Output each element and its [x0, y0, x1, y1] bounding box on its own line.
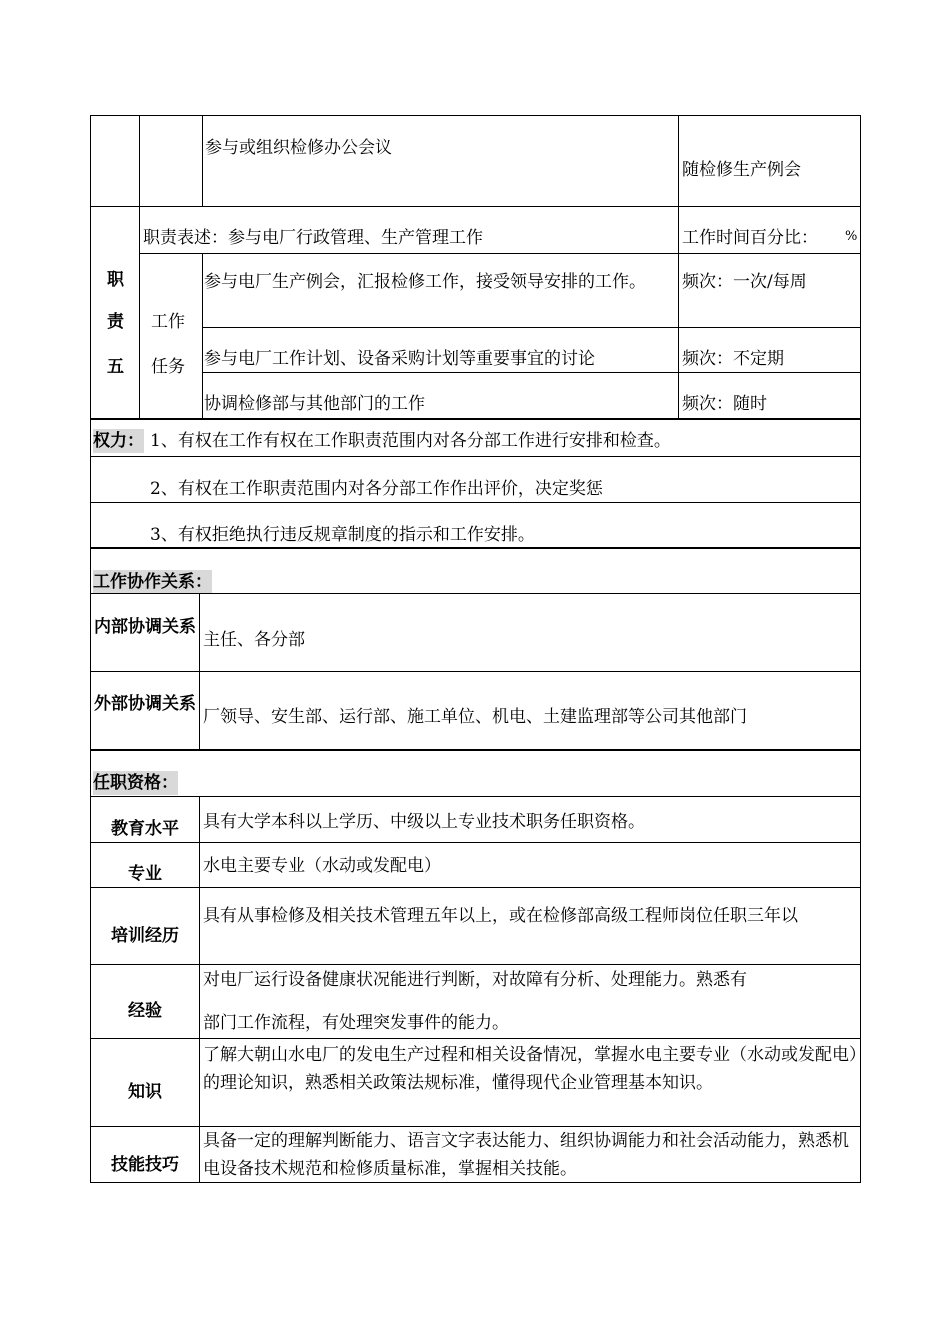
training-label: 培训经历 — [111, 926, 179, 946]
education-label: 教育水平 — [111, 819, 179, 839]
task-2-text: 参与电厂工作计划、设备采购计划等重要事宜的讨论 — [204, 349, 595, 369]
job-description-table — [90, 115, 861, 1183]
percent-label: 工作时间百分比： — [682, 228, 818, 248]
duty-label-char-2: 责 — [107, 312, 124, 332]
skills-value: 具备一定的理解判断能力、语言文字表达能力、组织协调能力和社会活动能力，熟悉机电设备技术规范和检修质量标准，掌握相关技能。 — [203, 1131, 849, 1179]
qualifications-table — [90, 796, 861, 1183]
internal-relations-label: 内部协调关系 — [94, 617, 196, 637]
external-relations-value: 厂领导、安生部、运行部、施工单位、机电、土建监理部等公司其他部门 — [203, 707, 747, 727]
knowledge-value: 了解大朝山水电厂的发电生产过程和相关设备情况，掌握水电主要专业（水动或发配电）的理论知识，熟悉相关政策法规标准，懂得现代企业管理基本知识。 — [203, 1045, 858, 1093]
task-2-frequency: 频次：不定期 — [682, 349, 784, 369]
qualifications-label: 任职资格： — [93, 773, 178, 793]
authority-item-1: 1、有权在工作有权在工作职责范围内对各分部工作进行安排和检查。 — [150, 431, 671, 451]
major-label: 专业 — [128, 864, 162, 884]
authority-section — [90, 418, 861, 547]
experience-line-1: 对电厂运行设备健康状况能进行判断，对故障有分析、处理能力。熟悉有 — [203, 970, 747, 990]
skills-label: 技能技巧 — [111, 1155, 179, 1175]
duty-label-char-1: 职 — [107, 270, 124, 290]
relations-label: 工作协作关系： — [93, 572, 212, 592]
duty-label-char-3: 五 — [107, 357, 124, 377]
major-value: 水电主要专业（水动或发配电） — [203, 856, 441, 876]
task-1-text: 参与电厂生产例会，汇报检修工作，接受领导安排的工作。 — [204, 272, 646, 292]
task-label-line-1: 工作 — [151, 312, 185, 332]
authority-label: 权力： — [93, 431, 144, 451]
task-label-line-2: 任务 — [151, 357, 185, 377]
experience-line-2: 部门工作流程，有处理突发事件的能力。 — [203, 1013, 509, 1033]
qualifications-header — [90, 749, 861, 796]
authority-item-3: 3、有权拒绝执行违反规章制度的指示和工作安排。 — [150, 525, 535, 545]
education-value: 具有大学本科以上学历、中级以上专业技术职务任职资格。 — [203, 812, 645, 832]
internal-relations-value: 主任、各分部 — [203, 630, 305, 650]
task-1-frequency: 频次：一次/每周 — [682, 272, 807, 292]
experience-label: 经验 — [128, 1001, 162, 1021]
relations-header — [90, 547, 861, 593]
task-3-text: 协调检修部与其他部门的工作 — [204, 394, 425, 414]
duty5-section — [90, 115, 861, 418]
relations-table — [90, 593, 861, 749]
authority-item-2: 2、有权在工作职责范围内对各分部工作作出评价，决定奖惩 — [150, 479, 603, 499]
prev-task-frequency: 随检修生产例会 — [682, 160, 801, 180]
duty-description: 职责表述：参与电厂行政管理、生产管理工作 — [143, 228, 483, 248]
external-relations-label: 外部协调关系 — [94, 694, 196, 714]
training-value: 具有从事检修及相关技术管理五年以上，或在检修部高级工程师岗位任职三年以 — [203, 906, 798, 926]
knowledge-label: 知识 — [128, 1082, 162, 1102]
percent-sign: % — [845, 229, 858, 244]
task-3-frequency: 频次：随时 — [682, 394, 767, 414]
prev-task-text: 参与或组织检修办公会议 — [205, 138, 392, 158]
